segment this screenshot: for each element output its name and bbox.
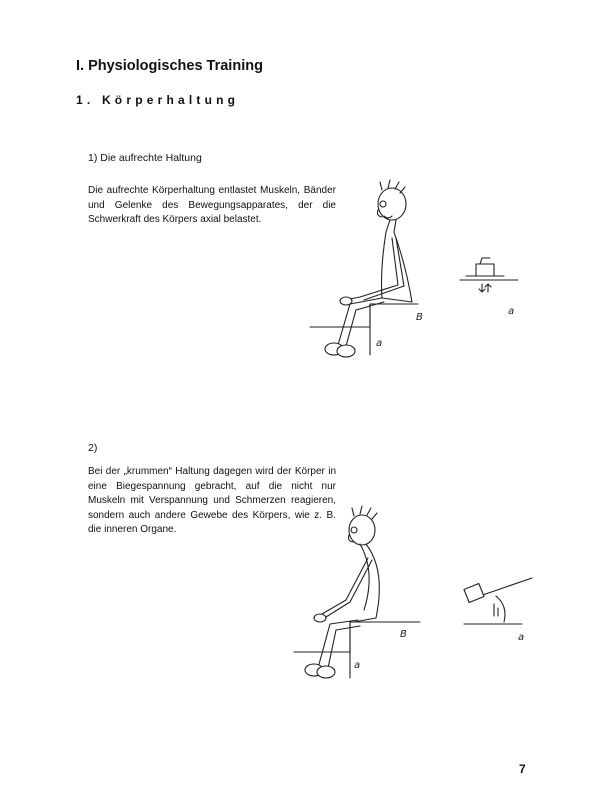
paragraph-upright: Die aufrechte Körperhaltung entlastet Muskeln, Bänder und Gelenke des Bewegungsapparates, der die Schwerkraft des Körpers axial belastet.	[88, 185, 336, 225]
floor-label: a	[376, 338, 383, 349]
subheading-slouched: 2)	[88, 442, 98, 454]
paragraph-slouched: Bei der „krummen“ Haltung dagegen wird der Körper in eine Biegespannung gebracht, auf die nicht nur Muskeln mit Verspannung und Schmerzen reagieren, sondern auch andere Gewebe des Körpers, wie z. B. die inneren Organe.	[88, 466, 336, 535]
floor-label: a	[354, 660, 361, 671]
upright-posture-illustration	[300, 180, 540, 370]
subheading-upright: 1) Die aufrechte Haltung	[88, 152, 202, 164]
bench-label: B	[416, 312, 423, 323]
bench-label: B	[400, 629, 407, 640]
slouched-posture-illustration	[290, 500, 550, 690]
detail-label: a	[518, 632, 525, 643]
section-title: 1. Körperhaltung	[76, 93, 240, 107]
chapter-title: I. Physiologisches Training	[76, 58, 263, 74]
detail-label: a	[508, 306, 515, 317]
page-number: 7	[519, 762, 526, 776]
